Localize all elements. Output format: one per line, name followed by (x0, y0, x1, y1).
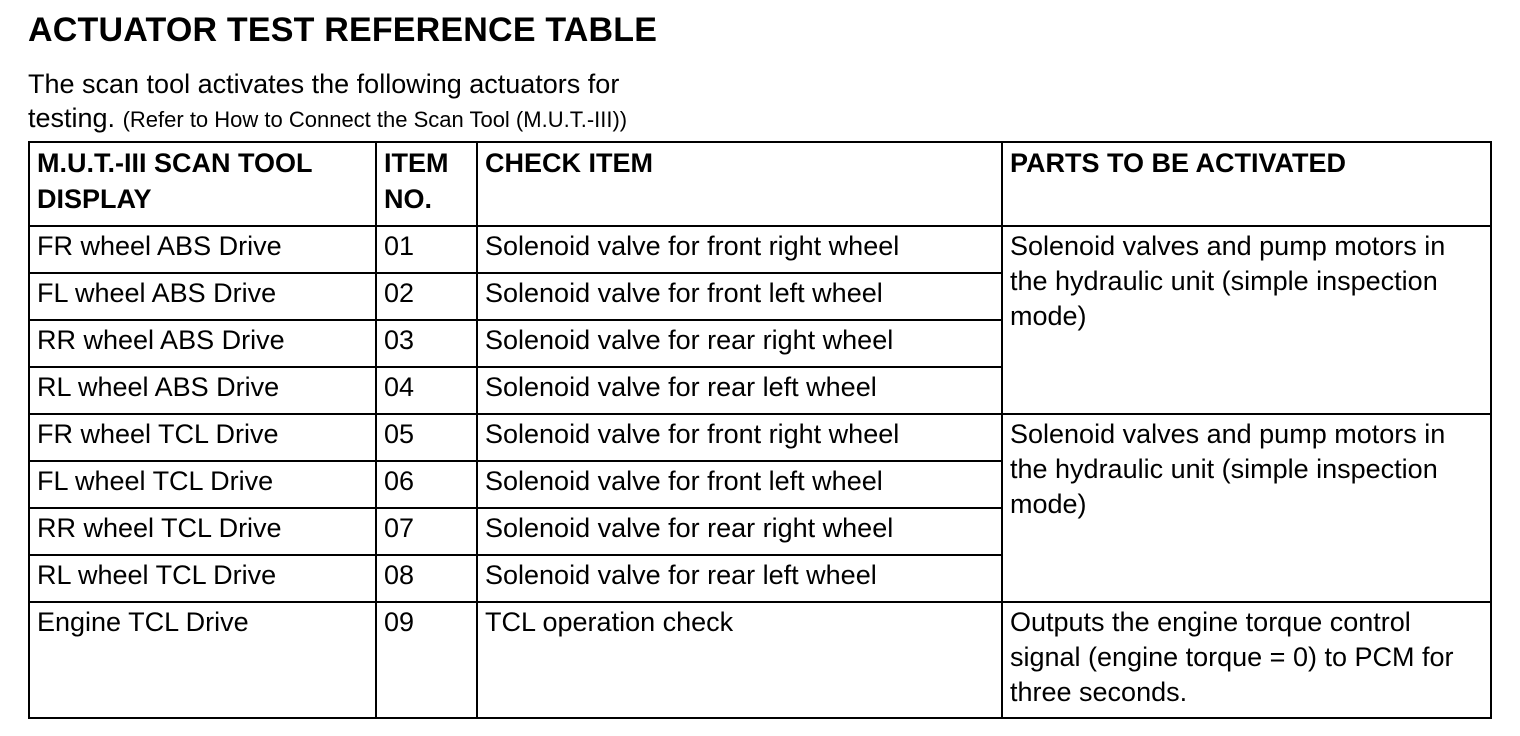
intro-reference-note: (Refer to How to Connect the Scan Tool (M.U.T.-III)) (122, 107, 628, 132)
cell-item-no: 09 (376, 602, 477, 718)
cell-check-item: Solenoid valve for front right wheel (477, 226, 1002, 273)
cell-parts-tcl: Solenoid valves and pump motors in the hydraulic unit (simple inspection mode) (1002, 414, 1491, 602)
cell-item-no: 01 (376, 226, 477, 273)
cell-check-item: Solenoid valve for rear left wheel (477, 367, 1002, 414)
cell-display: FL wheel TCL Drive (29, 461, 376, 508)
cell-check-item: Solenoid valve for front left wheel (477, 273, 1002, 320)
cell-display: FL wheel ABS Drive (29, 273, 376, 320)
cell-display: RL wheel TCL Drive (29, 555, 376, 602)
cell-display: RR wheel TCL Drive (29, 508, 376, 555)
cell-item-no: 07 (376, 508, 477, 555)
cell-display: RL wheel ABS Drive (29, 367, 376, 414)
table-row (29, 414, 1491, 461)
cell-item-no: 06 (376, 461, 477, 508)
cell-display: RR wheel ABS Drive (29, 320, 376, 367)
intro-line-2 (28, 101, 627, 137)
cell-check-item: Solenoid valve for rear left wheel (477, 555, 1002, 602)
cell-item-no: 02 (376, 273, 477, 320)
cell-check-item: Solenoid valve for rear right wheel (477, 320, 1002, 367)
header-scan-tool-display: M.U.T.-III SCAN TOOL DISPLAY (29, 142, 376, 226)
cell-item-no: 03 (376, 320, 477, 367)
cell-check-item: Solenoid valve for front left wheel (477, 461, 1002, 508)
intro-line-2-main: testing. (28, 103, 116, 133)
cell-check-item: Solenoid valve for front right wheel (477, 414, 1002, 461)
header-parts-activated: PARTS TO BE ACTIVATED (1002, 142, 1491, 226)
cell-parts-engine: Outputs the engine torque control signal (engine torque = 0) to PCM for three seconds. (1002, 602, 1491, 718)
cell-item-no: 04 (376, 367, 477, 414)
intro-line-1: The scan tool activates the following actuators for (28, 69, 620, 99)
table-row (29, 226, 1491, 273)
cell-check-item: Solenoid valve for rear right wheel (477, 508, 1002, 555)
cell-check-item: TCL operation check (477, 602, 1002, 718)
intro-text (28, 67, 627, 137)
cell-display: FR wheel ABS Drive (29, 226, 376, 273)
cell-item-no: 05 (376, 414, 477, 461)
header-item-no: ITEM NO. (376, 142, 477, 226)
table-row (29, 602, 1491, 718)
table-header-row (29, 142, 1491, 226)
page-title: ACTUATOR TEST REFERENCE TABLE (28, 11, 658, 49)
cell-display: Engine TCL Drive (29, 602, 376, 718)
cell-item-no: 08 (376, 555, 477, 602)
cell-display: FR wheel TCL Drive (29, 414, 376, 461)
header-check-item: CHECK ITEM (477, 142, 1002, 226)
actuator-test-table (28, 141, 1492, 719)
cell-parts-abs: Solenoid valves and pump motors in the hydraulic unit (simple inspection mode) (1002, 226, 1491, 414)
